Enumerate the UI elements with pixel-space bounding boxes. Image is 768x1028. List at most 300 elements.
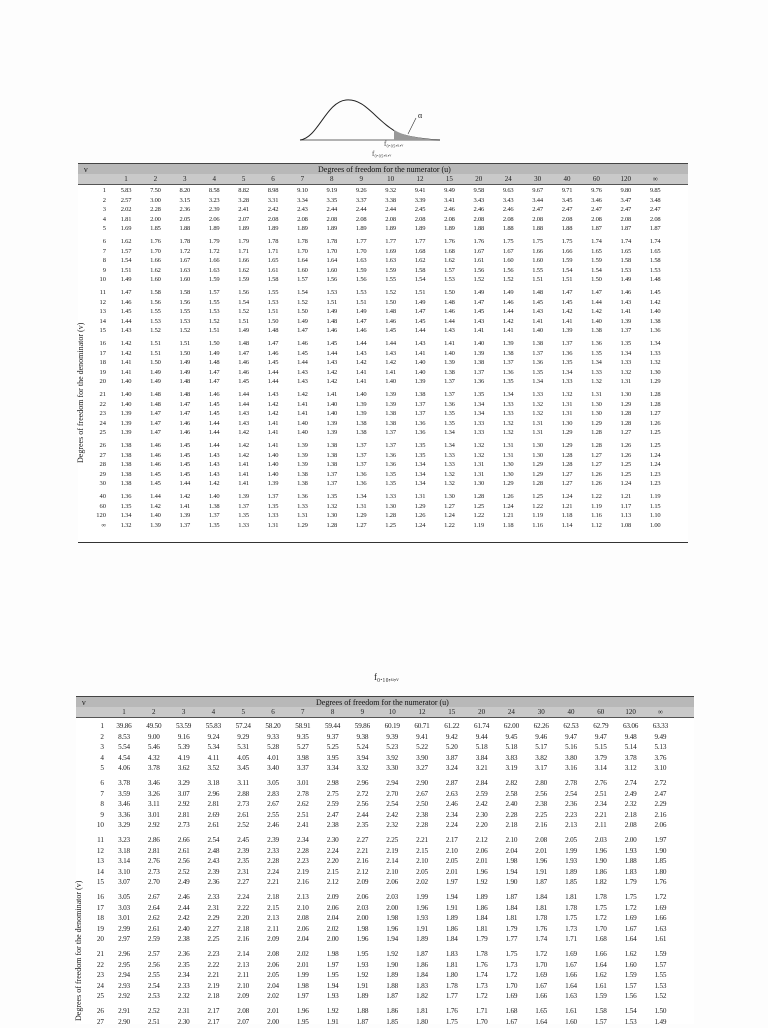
table-row <box>76 961 694 971</box>
table-cell: 1.72 <box>624 903 637 912</box>
row-label: 21 <box>96 950 104 958</box>
table-cell: 3.98 <box>296 753 309 762</box>
table-cell: 1.45 <box>120 308 132 316</box>
table-cell: 1.83 <box>624 867 637 876</box>
table-cell: 2.00 <box>267 1017 279 1026</box>
row-label: 2 <box>100 732 104 741</box>
table-cell: 2.08 <box>444 215 455 223</box>
table-cell: 4.11 <box>207 753 220 762</box>
table-cell: 2.97 <box>118 935 130 944</box>
table-cell: 1.54 <box>120 257 132 265</box>
table-cell: 1.66 <box>535 992 548 1001</box>
table-row <box>76 878 694 888</box>
table-cell: 1.55 <box>267 289 279 296</box>
table-cell: 2.75 <box>326 789 339 798</box>
table-cell: 1.54 <box>238 298 249 306</box>
table-cell: 3.05 <box>267 779 279 787</box>
table-cell: 7.50 <box>150 187 161 194</box>
table-cell: 1.89 <box>414 225 426 233</box>
column-header: 10 <box>387 175 395 183</box>
table-cell: 2.02 <box>416 878 428 887</box>
table-cell: 1.31 <box>561 400 573 408</box>
table-cell: 2.06 <box>267 960 279 969</box>
table-cell: 1.66 <box>594 950 607 958</box>
table-cell: 1.45 <box>208 410 220 418</box>
table-cell: 9.39 <box>386 732 399 741</box>
table-cell: 1.53 <box>179 317 191 325</box>
table-cell: 9.63 <box>502 187 514 194</box>
table-cell: 1.70 <box>297 247 308 255</box>
table-cell: 2.50 <box>416 800 428 809</box>
table-cell: 1.87 <box>416 950 428 958</box>
table-cell: 3.31 <box>267 196 279 204</box>
table-cell: 1.34 <box>649 340 661 347</box>
table-cell: 1.62 <box>238 266 249 274</box>
table-cell: 3.82 <box>535 753 548 762</box>
table-cell: 1.25 <box>649 442 661 449</box>
table-cell: 3.00 <box>150 196 161 204</box>
table-cell: 1.46 <box>444 308 455 316</box>
table-cell: 1.48 <box>326 317 338 325</box>
table-cell: 2.81 <box>177 810 190 819</box>
table-cell: 1.42 <box>591 308 602 316</box>
table-cell: 1.39 <box>326 419 338 427</box>
table-cell: 3.46 <box>591 196 602 204</box>
table-cell: 1.21 <box>561 502 573 510</box>
table-row <box>78 512 688 521</box>
table-cell: 2.96 <box>207 789 220 798</box>
row-label: 13 <box>96 857 104 866</box>
table-cell: 1.68 <box>444 247 455 255</box>
table-cell: 1.92 <box>326 1007 339 1015</box>
table-cell: 1.54 <box>561 266 573 274</box>
table-cell: 1.29 <box>561 429 573 437</box>
table-cell: 1.82 <box>416 992 428 1001</box>
table-cell: 2.48 <box>207 846 220 855</box>
table-cell: 1.87 <box>620 225 632 233</box>
table-cell: 1.94 <box>445 893 458 901</box>
table-cell: 1.52 <box>150 327 161 335</box>
table-cell: 2.08 <box>532 215 543 223</box>
table-cell: 1.14 <box>561 521 573 529</box>
table-cell: 1.25 <box>532 493 543 500</box>
table-cell: 2.99 <box>118 924 130 933</box>
table-cell: 2.06 <box>326 903 339 912</box>
table-cell: 2.47 <box>654 789 667 798</box>
table-cell: 2.10 <box>416 857 428 866</box>
table-cell: 2.57 <box>147 950 160 958</box>
table-cell: 1.46 <box>238 368 249 376</box>
table-cell: 1.46 <box>238 359 249 367</box>
table-cell: 1.49 <box>297 317 308 325</box>
row-label: 18 <box>96 914 104 923</box>
table-cell: 1.31 <box>355 502 367 510</box>
table-cell: 1.66 <box>532 247 543 255</box>
table-cell: 1.55 <box>385 276 396 284</box>
table-cell: 1.92 <box>386 950 399 958</box>
row-label: ∞ <box>101 521 106 529</box>
table-cell: 2.05 <box>445 857 458 866</box>
table-cell: 2.06 <box>386 878 399 887</box>
table-cell: 1.33 <box>502 400 514 408</box>
table-cell: 1.88 <box>561 225 573 233</box>
table-cell: 1.63 <box>654 924 667 933</box>
table-row <box>78 493 688 502</box>
row-label: 8 <box>100 800 104 809</box>
table-cell: 2.52 <box>177 867 190 876</box>
table-cell: 1.32 <box>532 400 543 408</box>
table-cell: 1.37 <box>532 349 543 357</box>
table-cell: 1.63 <box>179 266 191 274</box>
table-cell: 2.35 <box>177 960 190 969</box>
table-cell: 1.32 <box>532 410 543 418</box>
table-cell: 1.43 <box>238 419 249 427</box>
table-cell: 1.90 <box>594 857 607 866</box>
table-row <box>78 369 688 378</box>
table-cell: 1.30 <box>591 410 602 418</box>
table-cell: 1.47 <box>267 340 279 347</box>
table-cell: 1.77 <box>414 238 426 245</box>
table-cell: 1.89 <box>416 935 428 944</box>
table-cell: 62.26 <box>533 722 549 730</box>
table-cell: 2.70 <box>386 789 399 798</box>
table-cell: 2.56 <box>177 857 190 866</box>
table-row <box>76 904 694 914</box>
table-cell: 1.75 <box>502 238 514 245</box>
table-cell: 3.90 <box>416 753 428 762</box>
table-cell: 9.35 <box>296 732 309 741</box>
table-cell: 1.98 <box>386 914 399 923</box>
table-row <box>78 410 688 419</box>
table-cell: 2.12 <box>326 878 339 887</box>
table-cell: 1.60 <box>565 1017 577 1026</box>
table-cell: 1.30 <box>502 461 514 469</box>
table-cell: 1.70 <box>150 247 161 255</box>
row-label: 19 <box>96 924 104 933</box>
table-cell: 2.16 <box>237 935 250 944</box>
table-cell: 1.42 <box>267 410 279 418</box>
table-cell: 58.20 <box>265 722 281 730</box>
table-cell: 3.80 <box>565 753 577 762</box>
table-cell: 1.43 <box>238 410 249 418</box>
table-cell: 1.67 <box>502 247 514 255</box>
table-cell: 1.98 <box>505 857 518 866</box>
table-cell: 1.49 <box>150 378 161 386</box>
table-cell: 5.18 <box>475 743 488 752</box>
table-title: f₀.₁₀,ᵤ,ᵥ <box>374 672 399 682</box>
table-cell: 1.45 <box>326 340 338 347</box>
row-label: 4 <box>102 215 106 223</box>
table-cell: 2.16 <box>296 878 309 887</box>
table-cell: 1.51 <box>120 266 132 274</box>
table-cell: 1.93 <box>565 857 577 866</box>
table-cell: 1.59 <box>208 276 220 284</box>
table-cell: 1.80 <box>416 1017 428 1026</box>
table-cell: 1.42 <box>297 391 308 398</box>
table-cell: 2.39 <box>207 867 220 876</box>
table-row <box>78 289 688 298</box>
table-cell: 63.06 <box>623 722 639 730</box>
table-cell: 3.10 <box>654 764 667 773</box>
table-cell: 2.25 <box>386 836 399 844</box>
table-row <box>76 743 694 753</box>
table-cell: 1.40 <box>385 378 396 386</box>
row-label: 10 <box>99 276 106 284</box>
table-cell: 9.32 <box>385 187 396 194</box>
table-cell: 1.26 <box>620 451 632 459</box>
alpha-tail-region <box>394 130 440 140</box>
table-cell: 1.28 <box>473 493 485 500</box>
table-cell: 1.38 <box>591 327 602 335</box>
table-cell: 1.86 <box>475 903 488 912</box>
table-cell: 2.90 <box>118 1017 130 1026</box>
table-cell: 1.19 <box>591 502 602 510</box>
table-cell: 1.52 <box>179 327 191 335</box>
table-cell: 2.09 <box>267 935 279 944</box>
table-cell: 1.27 <box>561 470 573 478</box>
table-cell: 1.39 <box>326 429 338 437</box>
table-cell: 1.65 <box>649 247 661 255</box>
table-cell: 2.49 <box>624 789 637 798</box>
table-cell: 2.29 <box>654 800 667 809</box>
table-cell: 2.10 <box>237 981 250 990</box>
table-cell: 2.49 <box>177 878 190 887</box>
table-cell: 1.34 <box>355 493 367 500</box>
table-cell: 1.64 <box>594 960 607 969</box>
table-cell: 2.47 <box>620 206 632 214</box>
table-cell: 1.47 <box>208 378 220 386</box>
table-cell: 2.08 <box>267 950 279 958</box>
table-cell: 1.25 <box>473 502 485 510</box>
table-cell: 1.60 <box>502 257 514 265</box>
table-cell: 3.38 <box>385 196 396 204</box>
table-cell: 5.34 <box>207 743 220 752</box>
table-cell: 1.38 <box>297 480 308 488</box>
table-cell: 1.37 <box>444 378 455 386</box>
table-row <box>76 1007 694 1017</box>
table-cell: 3.40 <box>267 764 279 773</box>
table-cell: 1.56 <box>355 276 367 284</box>
table-cell: 1.47 <box>150 410 161 418</box>
table-cell: 1.51 <box>561 276 573 284</box>
table-cell: 3.03 <box>118 903 130 912</box>
table-cell: 1.10 <box>649 512 661 520</box>
table-cell: 3.34 <box>326 764 339 773</box>
table-cell: 2.28 <box>296 846 309 855</box>
table-cell: 1.96 <box>356 935 369 944</box>
table-cell: 1.50 <box>654 1007 667 1015</box>
table-cell: 1.69 <box>565 950 577 958</box>
table-cell: 1.42 <box>120 340 132 347</box>
column-header: 15 <box>445 175 453 183</box>
table-cell: 2.76 <box>147 857 160 866</box>
table-cell: 1.31 <box>414 493 426 500</box>
table-cell: 1.54 <box>591 266 602 274</box>
table-cell: 1.47 <box>297 327 308 335</box>
table-cell: 1.28 <box>649 391 661 398</box>
table-row <box>76 754 694 764</box>
table-cell: 3.29 <box>118 821 130 830</box>
table-cell: 1.74 <box>620 238 632 245</box>
table-cell: 1.41 <box>561 317 573 325</box>
table-cell: 1.81 <box>416 1007 428 1015</box>
table-cell: 1.31 <box>561 410 573 418</box>
table-cell: 3.78 <box>147 764 160 773</box>
table-cell: 1.51 <box>238 317 249 325</box>
table-row <box>76 950 694 960</box>
table-cell: 1.39 <box>561 327 573 335</box>
table-cell: 1.47 <box>591 289 602 296</box>
table-cell: 1.67 <box>624 924 637 933</box>
table-cell: 2.04 <box>505 846 518 855</box>
table-cell: 2.54 <box>565 789 577 798</box>
table-cell: 1.29 <box>414 502 426 510</box>
table-cell: 2.44 <box>356 810 369 819</box>
table-cell: 1.89 <box>356 992 369 1001</box>
table-cell: 2.16 <box>356 857 369 866</box>
table-cell: 1.58 <box>150 289 161 296</box>
table-cell: 1.34 <box>414 461 426 469</box>
table-cell: 9.38 <box>356 732 369 741</box>
table-row <box>78 225 688 234</box>
table-cell: 59.86 <box>354 722 370 730</box>
table-cell: 1.69 <box>385 247 396 255</box>
table-cell: 5.27 <box>296 743 309 752</box>
table-cell: 1.30 <box>473 480 485 488</box>
table-cell: 1.49 <box>120 276 132 284</box>
table-cell: 3.14 <box>594 764 607 773</box>
table-cell: 2.04 <box>267 981 279 990</box>
table-cell: 2.01 <box>475 857 488 866</box>
table-cell: 2.45 <box>237 836 250 844</box>
table-cell: 2.05 <box>267 971 279 980</box>
table-cell: 2.34 <box>296 836 309 844</box>
table-cell: 1.37 <box>326 470 338 478</box>
table-cell: 1.39 <box>473 349 485 357</box>
table-cell: 1.88 <box>386 981 399 990</box>
column-header: 5 <box>241 175 246 183</box>
table-cell: 2.12 <box>356 867 369 876</box>
table-row <box>78 350 688 359</box>
table-cell: 1.38 <box>385 419 396 427</box>
table-cell: 2.20 <box>237 914 250 923</box>
table-cell: 1.59 <box>594 992 607 1001</box>
table-cell: 1.50 <box>444 289 455 296</box>
table-cell: 2.08 <box>535 836 548 844</box>
table-cell: 2.06 <box>208 215 220 223</box>
table-cell: 2.36 <box>565 800 577 809</box>
table-cell: 1.65 <box>591 247 602 255</box>
table-cell: 1.29 <box>591 419 602 427</box>
table-cell: 5.15 <box>594 743 607 752</box>
table-cell: 1.87 <box>649 225 661 233</box>
table-cell: 3.36 <box>118 810 130 819</box>
table-row <box>76 971 694 981</box>
table-cell: 1.54 <box>624 1007 637 1015</box>
table-cell: 1.47 <box>238 349 249 357</box>
table-cell: 2.13 <box>237 960 250 969</box>
table-cell: 1.34 <box>532 378 543 386</box>
table-cell: 1.93 <box>416 914 428 923</box>
table-cell: 1.46 <box>120 298 132 306</box>
table-cell: 2.01 <box>535 846 548 855</box>
table-cell: 1.93 <box>356 960 369 969</box>
table-cell: 1.67 <box>565 960 577 969</box>
table-cell: 1.53 <box>624 1017 637 1026</box>
table-cell: 4.19 <box>177 753 190 762</box>
table-cell: 2.08 <box>620 215 632 223</box>
row-label: 25 <box>99 429 106 437</box>
table-cell: 1.91 <box>326 1017 339 1026</box>
table-cell: 1.36 <box>444 400 455 408</box>
table-cell: 2.03 <box>594 836 607 844</box>
table-cell: 1.49 <box>654 1017 667 1026</box>
table-cell: 2.31 <box>207 903 220 912</box>
table-cell: 3.37 <box>355 196 367 204</box>
table-cell: 1.46 <box>502 298 514 306</box>
table-cell: 2.67 <box>416 789 428 798</box>
table-cell: 1.48 <box>150 400 161 408</box>
table-cell: 2.28 <box>267 857 279 866</box>
table-cell: 5.54 <box>118 743 130 752</box>
table-cell: 2.06 <box>475 846 488 855</box>
table-cell: 1.29 <box>297 521 308 529</box>
table-cell: 1.49 <box>414 298 426 306</box>
table-cell: 9.46 <box>535 732 548 741</box>
table-cell: 2.36 <box>179 206 191 214</box>
table-cell: 3.23 <box>208 196 220 204</box>
table-cell: 1.55 <box>150 308 161 316</box>
table-cell: 1.35 <box>444 419 455 427</box>
table-cell: 1.61 <box>654 935 667 944</box>
table-cell: 1.44 <box>414 327 426 335</box>
table-cell: 1.25 <box>649 429 661 437</box>
table-cell: 1.76 <box>444 238 455 245</box>
table-cell: 2.72 <box>356 789 369 798</box>
table-cell: 3.52 <box>207 764 220 773</box>
table-cell: 1.33 <box>561 378 573 386</box>
table-cell: 1.52 <box>238 308 249 316</box>
table-cell: 1.32 <box>502 419 514 427</box>
table-cell: 3.87 <box>445 753 458 762</box>
table-cell: 1.57 <box>208 289 220 296</box>
table-cell: 2.34 <box>177 971 190 980</box>
table-cell: 1.40 <box>297 419 308 427</box>
table-cell: 2.10 <box>445 846 458 855</box>
table-cell: 2.08 <box>591 215 602 223</box>
table-cell: 39.86 <box>116 722 132 730</box>
table-cell: 1.69 <box>535 971 548 980</box>
table-cell: 2.15 <box>267 903 279 912</box>
table-cell: 9.76 <box>591 187 602 194</box>
table-cell: 1.84 <box>445 935 458 944</box>
table-cell: 2.25 <box>207 935 220 944</box>
table-cell: 2.10 <box>386 867 399 876</box>
table-cell: 1.28 <box>620 419 632 427</box>
table-cell: 1.85 <box>386 1017 399 1026</box>
table-cell: 1.60 <box>326 266 338 274</box>
column-header-row <box>76 707 694 718</box>
table-cell: 2.96 <box>356 779 369 787</box>
table-cell: 1.38 <box>649 317 661 325</box>
table-cell: 1.41 <box>297 400 308 408</box>
table-cell: 1.75 <box>594 903 607 912</box>
table-cell: 1.67 <box>179 257 191 265</box>
table-cell: 2.38 <box>326 821 339 830</box>
table-cell: 1.40 <box>414 359 426 367</box>
table-cell: 2.51 <box>147 1017 160 1026</box>
table-cell: 1.77 <box>385 238 396 245</box>
